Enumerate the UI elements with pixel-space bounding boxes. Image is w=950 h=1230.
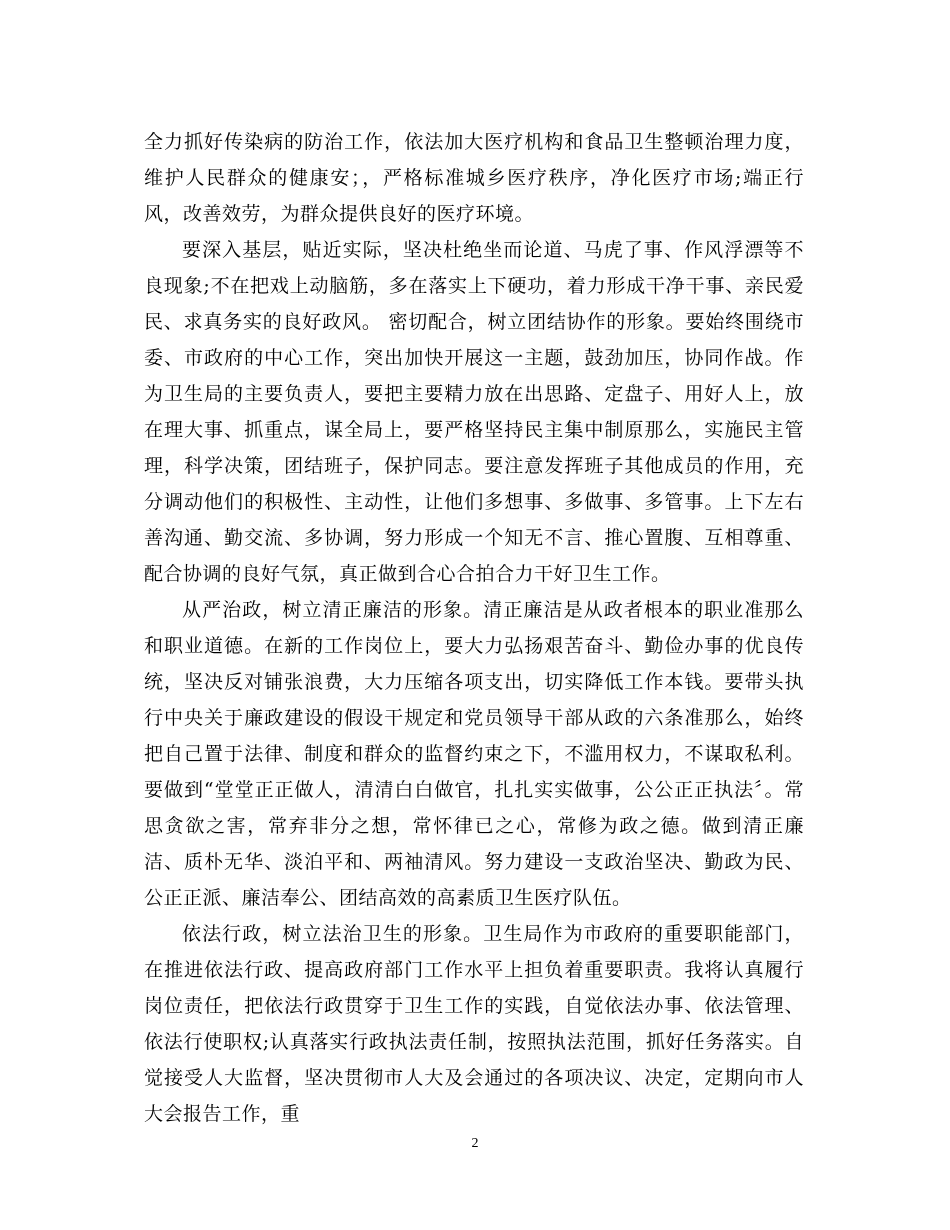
paragraph-4: 依法行政，树立法治卫生的形象。卫生局作为市政府的重要职能部门，在推进依法行政、提高政府部门工作水平上担负着重要职责。我将认真履行岗位责任，把依法行政贯穿于卫生工作的实践，自觉依法办事、依法管理、依法行使职权;认真落实行政执法责任制，按照执法范围，抓好任务落实。自觉接受人大监督，坚决贯彻市人大及会通过的各项决议、决定，定期向市人大会报告工作，重 [144, 923, 804, 1125]
paragraph-2: 要深入基层，贴近实际，坚决杜绝坐而论道、马虎了事、作风浮漂等不良现象;不在把戏上动脑筋，多在落实上下硬功，着力形成干净干事、亲民爱民、求真务实的良好政风。 密切配合，树立团结协作的形象。要始终围绕市委、市政府的中心工作，突出加快开展这一主题，鼓劲加压，协同作战。作为卫生局的主要负责人，要把主要精力放在出思路、定盘子、用好人上，放在理大事、抓重点，谋全局上，要严格坚持民主集中制原那么，实施民主管理，科学决策，团结班子，保护同志。要注意发挥班子其他成员的作用，充分调动他们的积极性、主动性，让他们多想事、多做事、多管事。上下左右善沟通、勤交流、多协调，努力形成一个知无不言、推心置腹、互相尊重、配合协调的良好气氛，真正做到合心合拍合力干好卫生工作。 [144, 239, 804, 585]
paragraph-1: 全力抓好传染病的防治工作，依法加大医疗机构和食品卫生整顿治理力度，维护人民群众的健康安；，严格标准城乡医疗秩序，净化医疗市场;端正行风，改善效劳，为群众提供良好的医疗环境。 [144, 131, 804, 225]
page-number: 2 [471, 1136, 479, 1151]
document-body [144, 124, 804, 1132]
paragraph-3: 从严治政，树立清正廉洁的形象。清正廉洁是从政者根本的职业准那么和职业道德。在新的工作岗位上，要大力弘扬艰苦奋斗、勤俭办事的优良传统，坚决反对铺张浪费，大力压缩各项支出，切实降低工作本钱。要带头执行中央关于廉政建设的假设干规定和党员领导干部从政的六条准那么，始终把自己置于法律、制度和群众的监督约束之下，不滥用权力，不谋取私利。要做到“堂堂正正做人，清清白白做官，扎扎实实做事，公公正正执法〞。常思贪欲之害，常弃非分之想，常怀律已之心，常修为政之德。做到清正廉洁、质朴无华、淡泊平和、两袖清风。努力建设一支政治坚决、勤政为民、公正正派、廉洁奉公、团结高效的高素质卫生医疗队伍。 [144, 599, 804, 909]
